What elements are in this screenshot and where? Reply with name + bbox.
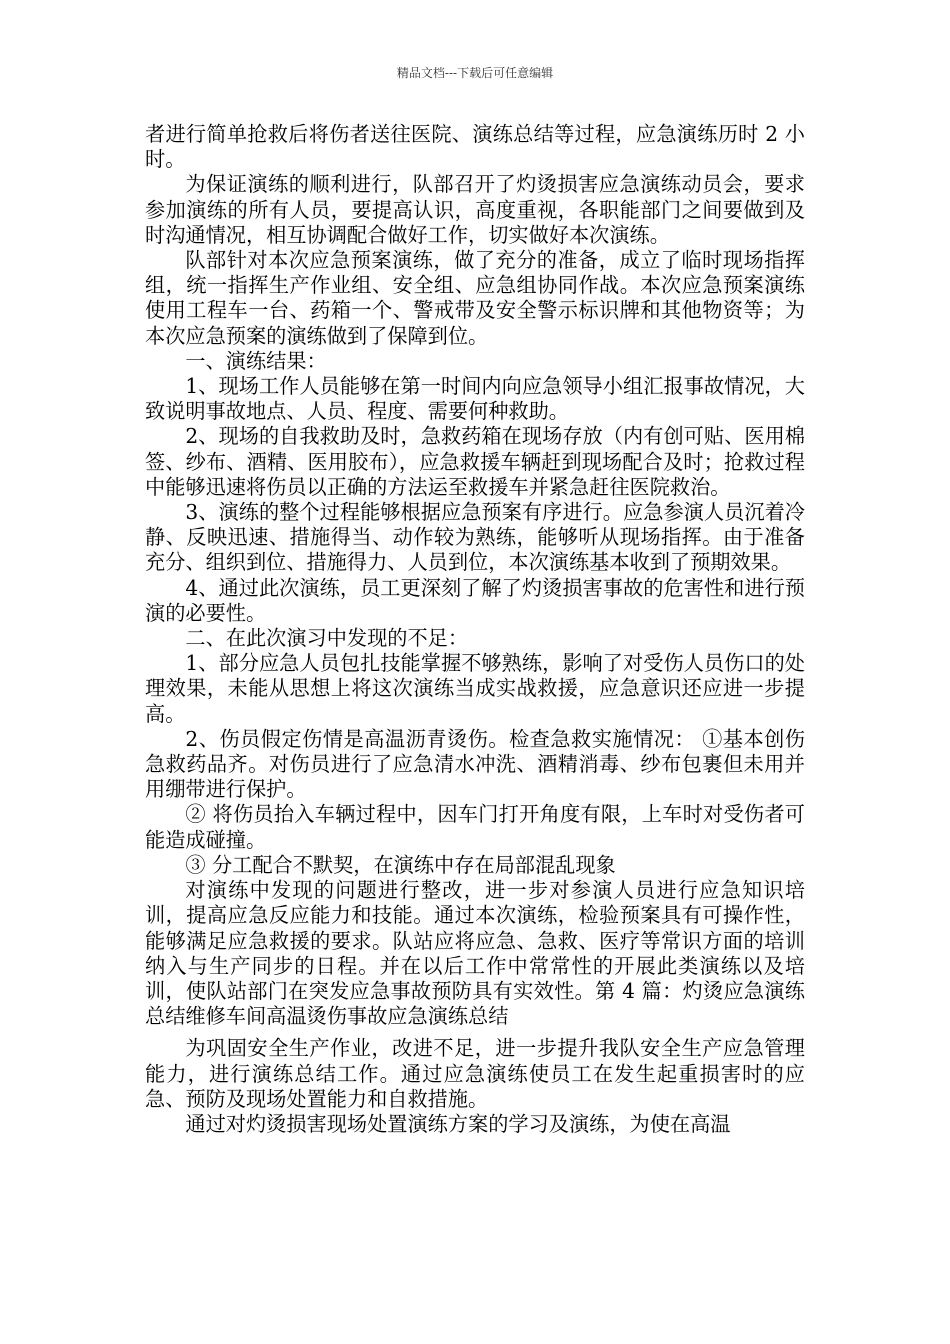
section-heading-results: 一、演练结果： bbox=[185, 348, 327, 373]
result-item-3: 3、演练的整个过程能够根据应急预案有序进行。应急参演人员沉着冷静、反映迅速、措施得当、动作较为熟练，能够听从现场指挥。由于准备充分、组织到位、措施得力、人员到位，本次演练基本收到了预期效果。 bbox=[145, 500, 805, 575]
result-item-4: 4、通过此次演练，员工更深刻了解了灼烫损害事故的危害性和进行预演的必要性。 bbox=[145, 575, 805, 625]
paragraph-rectification: 对演练中发现的问题进行整改，进一步对参演人员进行应急知识培训，提高应急反应能力和技能。通过本次演练，检验预案具有可操作性，能够满足应急救援的要求。队站应将应急、急救、医疗等常识方面的培训纳入与生产同步的日程。并在以后工作中常常性的开展此类演练以及培训，使队站部门在突发应急事故预防具有实效性。第 4 篇：灼烫应急演练总结维修车间高温烫伤事故应急演练总结 bbox=[145, 878, 805, 1029]
paragraph-final: 通过对灼烫损害现场处置演练方案的学习及演练，为使在高温 bbox=[185, 1111, 731, 1136]
shortcoming-subitem-2: ② 将伤员抬入车辆过程中，因车门打开角度有限，上车时对受伤者可能造成碰撞。 bbox=[145, 802, 805, 852]
shortcoming-item-1: 1、部分应急人员包扎技能掌握不够熟练，影响了对受伤人员伤口的处理效果，未能从思想上将这次演练当成实战救援，应急意识还应进一步提高。 bbox=[145, 651, 805, 726]
result-item-2: 2、现场的自我救助及时，急救药箱在现场存放（内有创可贴、医用棉签、纱布、酒精、医用胶布），应急救援车辆赶到现场配合及时；抢救过程中能够迅速将伤员以正确的方法运至救援车并紧急赶往医院救治。 bbox=[145, 424, 805, 499]
page-header: 精品文档---下载后可任意编辑 bbox=[396, 66, 554, 80]
paragraph-3: 队部针对本次应急预案演练，做了充分的准备，成立了临时现场指挥组，统一指挥生产作业组、安全组、应急组协同作战。本次应急预案演练使用工程车一台、药箱一个、警戒带及安全警示标识牌和其他物资等；为本次应急预案的演练做到了保障到位。 bbox=[145, 248, 805, 348]
document-body bbox=[145, 122, 805, 1137]
paragraph-purpose: 为巩固安全生产作业，改进不足，进一步提升我队安全生产应急管理能力，进行演练总结工作。通过应急演练使员工在发生起重损害时的应急、预防及现场处置能力和自救措施。 bbox=[145, 1036, 805, 1111]
shortcoming-item-2: 2、伤员假定伤情是高温沥青烫伤。检查急救实施情况： ①基本创伤急救药品齐。对伤员进行了应急清水冲洗、酒精消毒、纱布包裹但未用并用绷带进行保护。 bbox=[145, 726, 805, 802]
shortcoming-subitem-3: ③ 分工配合不默契，在演练中存在局部混乱现象 bbox=[185, 852, 616, 877]
paragraph-1: 者进行简单抢救后将伤者送往医院、演练总结等过程，应急演练历时 2 小时。 bbox=[145, 122, 805, 172]
section-heading-shortcomings: 二、在此次演习中发现的不足： bbox=[185, 626, 469, 651]
result-item-1: 1、现场工作人员能够在第一时间内向应急领导小组汇报事故情况，大致说明事故地点、人员、程度、需要何种救助。 bbox=[145, 374, 805, 424]
paragraph-2: 为保证演练的顺利进行，队部召开了灼烫损害应急演练动员会，要求参加演练的所有人员，要提高认识，高度重视，各职能部门之间要做到及时沟通情况，相互协调配合做好工作，切实做好本次演练。 bbox=[145, 172, 805, 247]
